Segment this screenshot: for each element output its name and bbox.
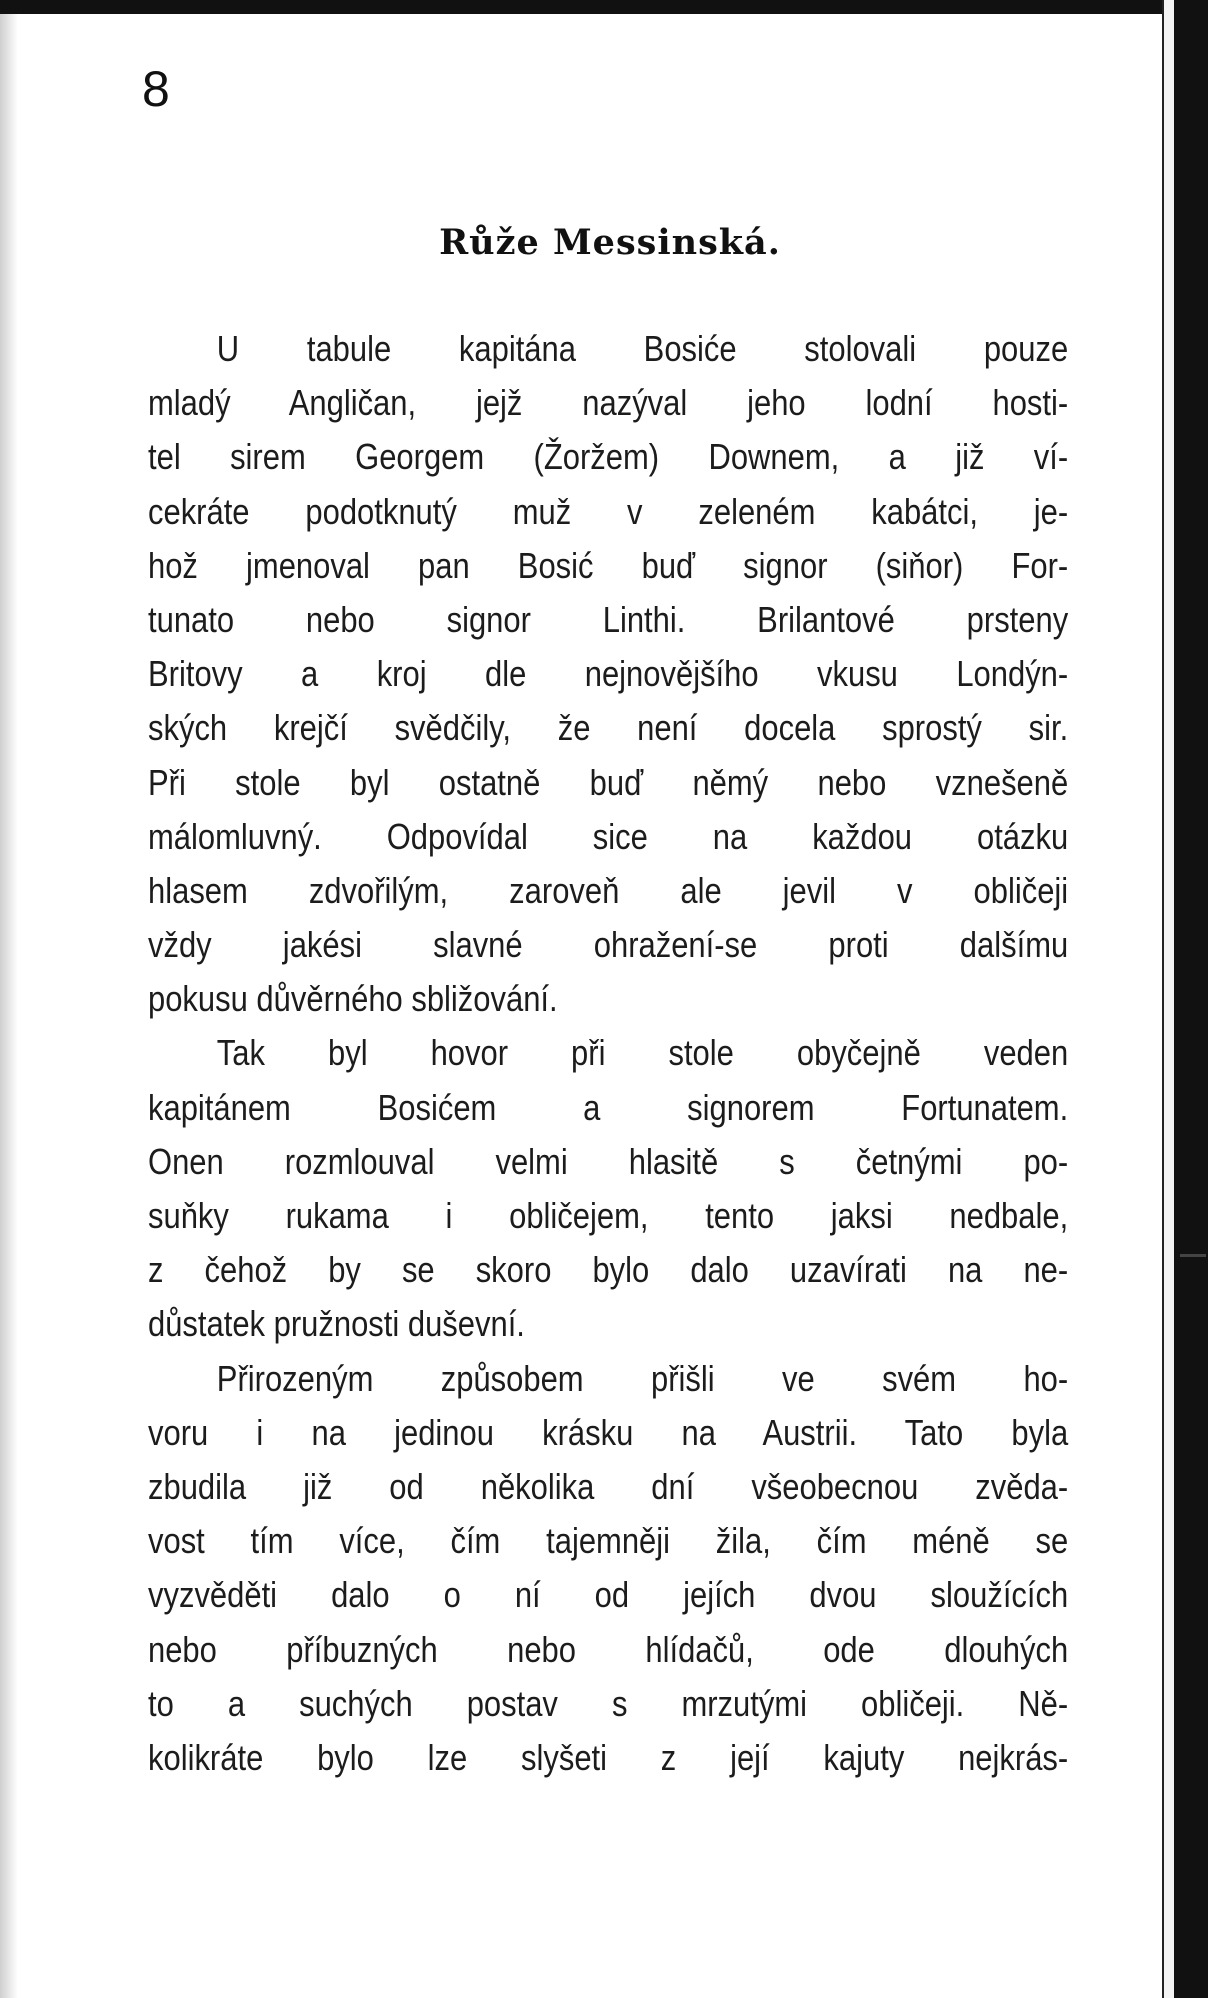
body-text: [148, 322, 1069, 1785]
text-line: kapitánem Bosićem a signorem Fortunatem.: [148, 1086, 1069, 1128]
page-number: 8: [142, 61, 170, 117]
text-line: to a suchých postav s mrzutými obličeji. Ně-: [148, 1682, 1069, 1724]
text-line: zbudila již od několika dní všeobecnou zvěda-: [148, 1465, 1069, 1507]
chapter-title: Růže Messinská.: [439, 222, 781, 263]
text-line: voru i na jedinou krásku na Austrii. Tato byla: [148, 1411, 1069, 1453]
text-line: tunato nebo signor Linthi. Brilantové prsteny: [148, 598, 1069, 640]
margin-mark: [1180, 1254, 1206, 1257]
text-line: z čehož by se skoro bylo dalo uzavírati na ne-: [148, 1249, 1069, 1291]
text-line: kolikráte bylo lze slyšeti z její kajuty nejkrás-: [148, 1736, 1069, 1778]
text-line: vost tím více, čím tajemněji žila, čím méně se: [148, 1520, 1069, 1562]
text-line: Při stole byl ostatně buď němý nebo vznešeně: [148, 761, 1069, 803]
text-line: málomluvný. Odpovídal sice na každou otázku: [148, 815, 1069, 857]
text-line: U tabule kapitána Bosiće stolovali pouze: [216, 328, 1069, 369]
scan-right-border: [1174, 0, 1208, 1998]
text-line: Tak byl hovor při stole obyčejně veden: [216, 1032, 1069, 1074]
text-line: pokusu důvěrného sbližování.: [148, 978, 558, 1020]
text-line: vyzvěděti dalo o ní od jejích dvou sloužících: [148, 1574, 1069, 1616]
text-line: cekráte podotknutý muž v zeleném kabátci, je-: [148, 490, 1069, 532]
text-line: Britovy a kroj dle nejnovějšího vkusu Londýn-: [148, 653, 1069, 695]
text-line: suňky rukama i obličejem, tento jaksi nedbale,: [148, 1195, 1069, 1236]
text-line: Onen rozmlouval velmi hlasitě s četnými po-: [148, 1140, 1069, 1182]
text-line: hlasem zdvořilým, zaroveň ale jevil v obličeji: [148, 869, 1069, 911]
text-line: nebo příbuzných nebo hlídačů, ode dlouhých: [148, 1628, 1069, 1670]
text-line: tel sirem Georgem (Žoržem) Downem, a již ví-: [148, 436, 1069, 478]
text-line: hož jmenoval pan Bosić buď signor (siňor) For-: [148, 544, 1069, 586]
text-line: Přirozeným způsobem přišli ve svém ho-: [216, 1357, 1069, 1399]
text-line: mladý Angličan, jejž nazýval jeho lodní hosti-: [148, 382, 1069, 424]
text-line: důstatek pružnosti duševní.: [148, 1303, 525, 1345]
text-line: vždy jakési slavné ohražení-se proti dalšímu: [148, 924, 1069, 966]
text-line: ských krejčí svědčily, že není docela sprostý sir.: [148, 707, 1069, 749]
